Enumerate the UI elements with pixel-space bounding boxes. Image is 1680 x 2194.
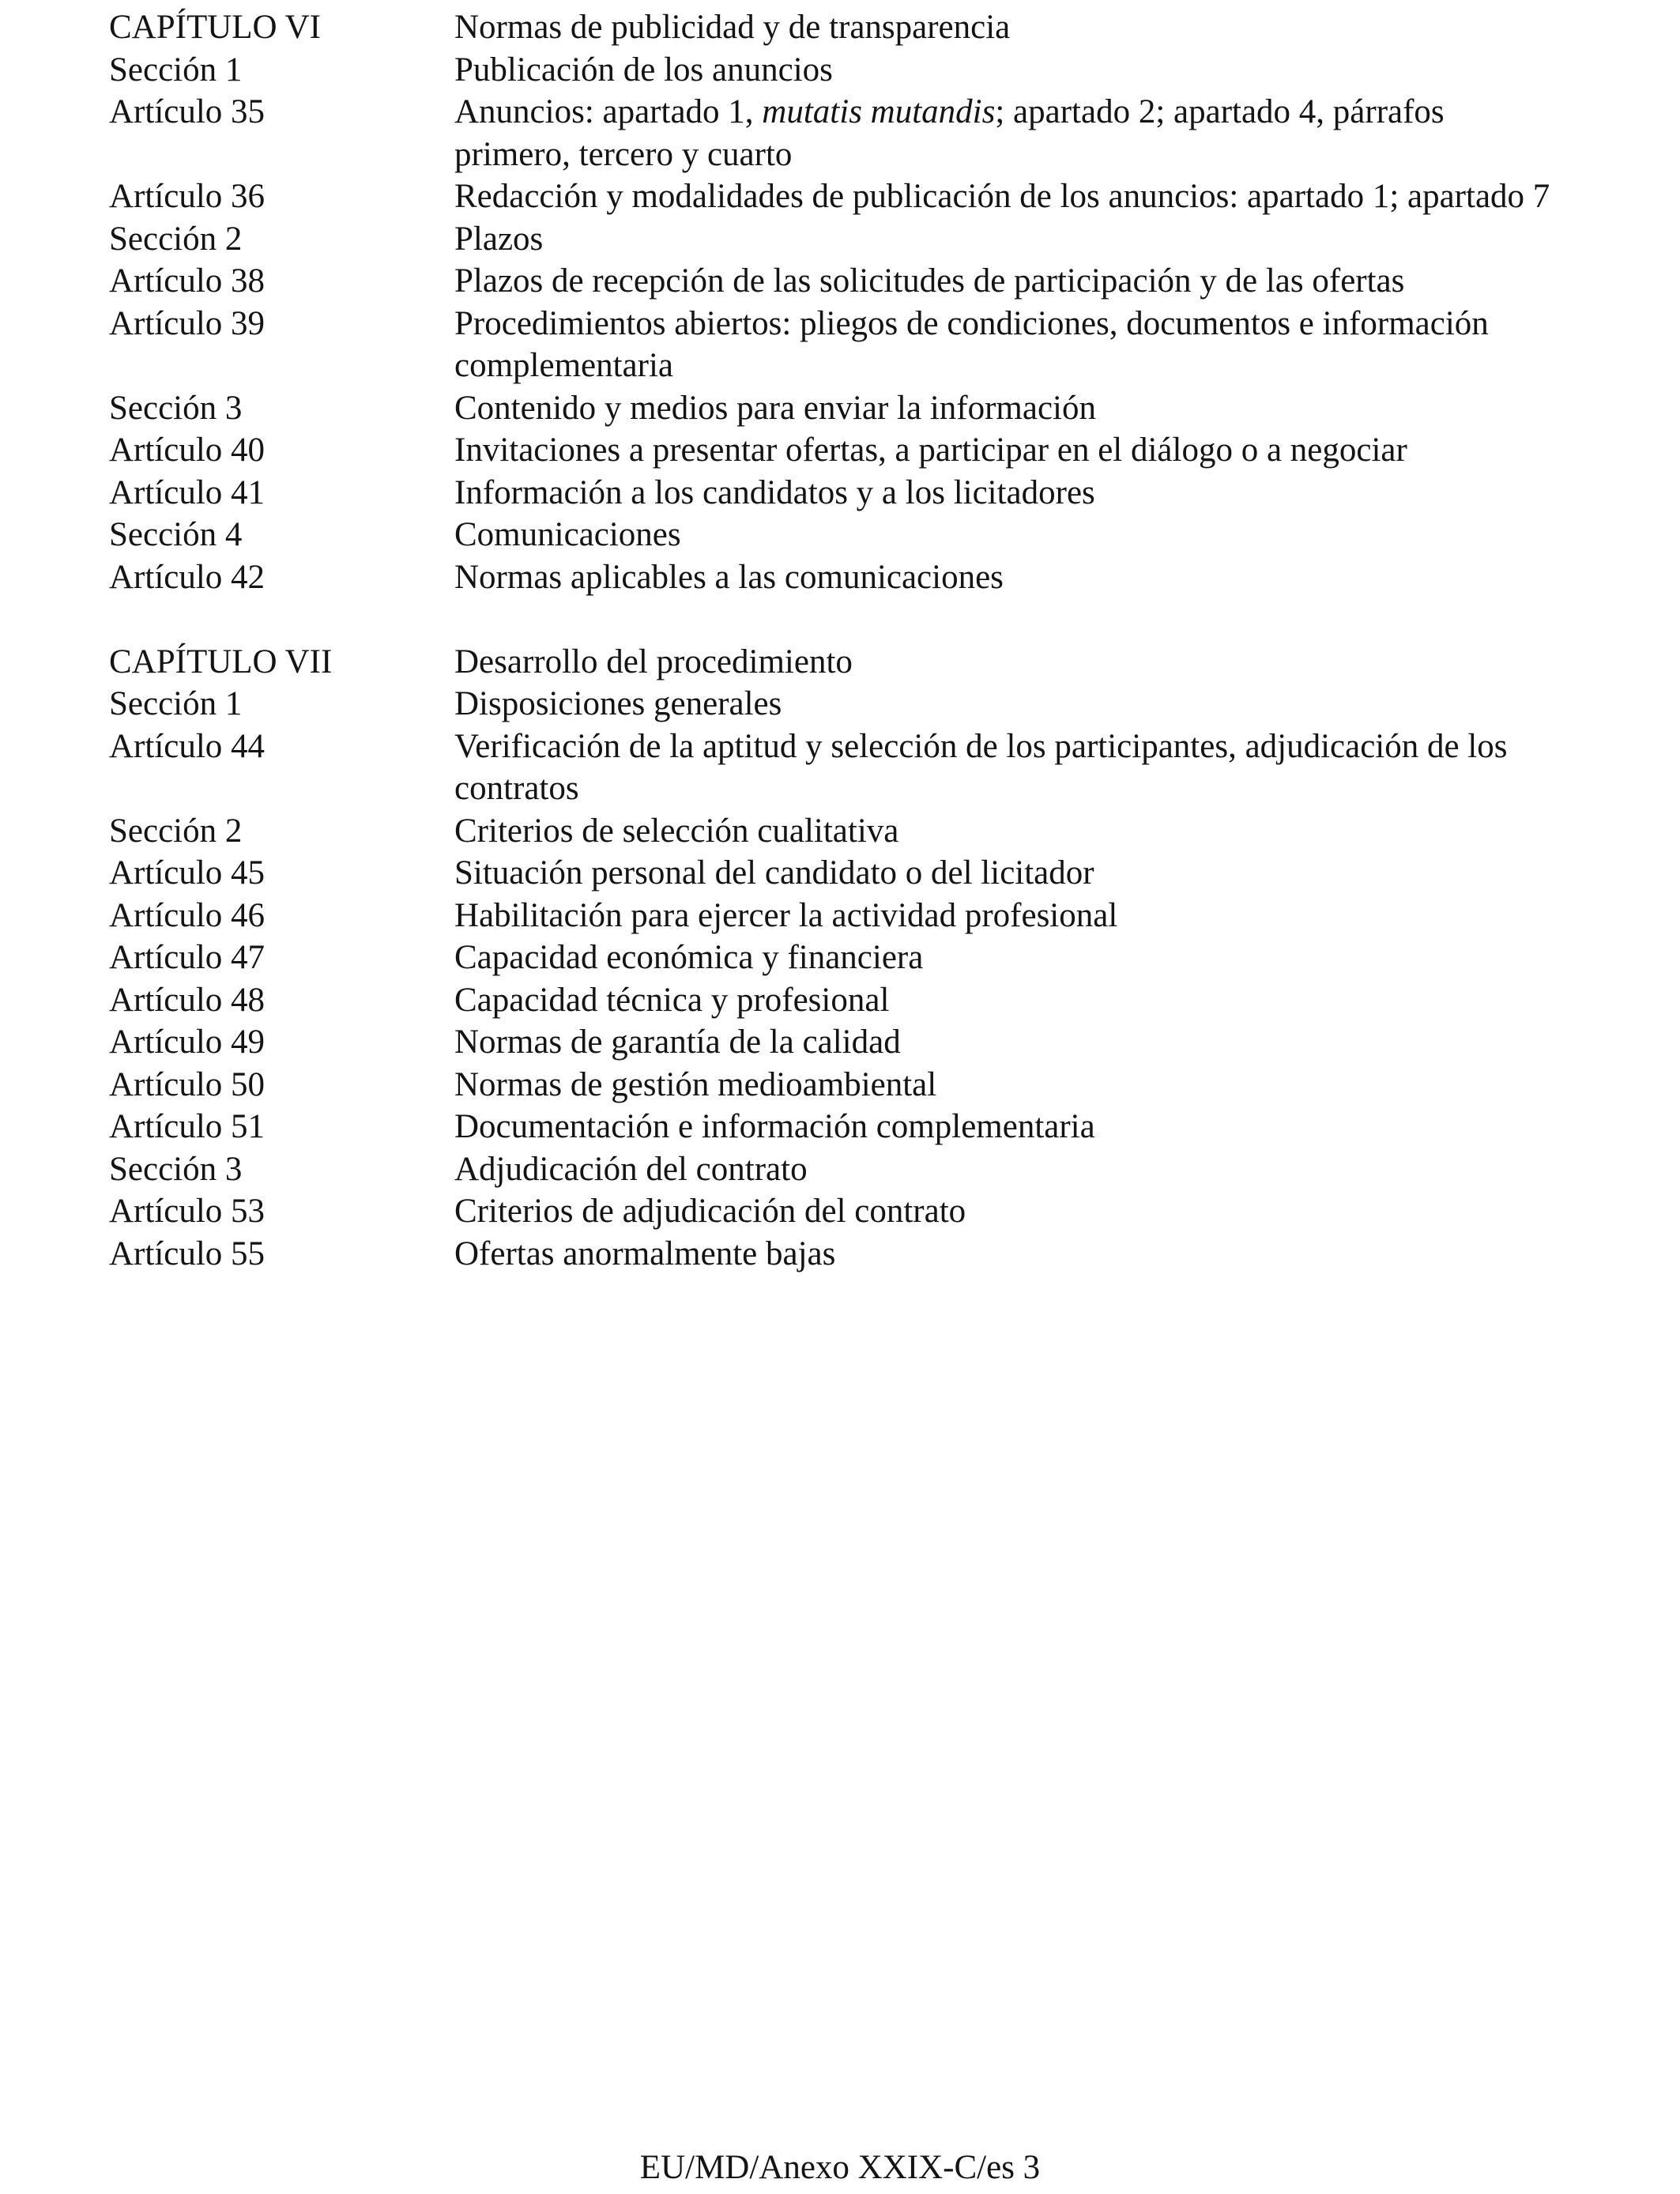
toc-row (109, 937, 1595, 979)
section-label: Sección 1 (109, 685, 243, 722)
article-label: Artículo 36 (109, 178, 266, 215)
toc-row (109, 1148, 1595, 1191)
article-title: Capacidad técnica y profesional (454, 981, 890, 1019)
toc-row (109, 556, 1595, 599)
toc-row (109, 91, 1595, 175)
toc-row (109, 852, 1595, 895)
article-label: Artículo 40 (109, 432, 266, 469)
chapter-heading-row (109, 6, 1595, 49)
article-title: Información a los candidatos y a los licitadores (454, 473, 1095, 511)
article-title: Documentación e información complementaria (454, 1108, 1095, 1145)
toc-row (109, 260, 1595, 303)
page-footer-reference: EU/MD/Anexo XXIX-C/es 3 (639, 2149, 1041, 2186)
article-title-italic: mutatis mutandis (762, 93, 996, 130)
toc-row (109, 218, 1595, 261)
section-label: Sección 2 (109, 812, 243, 850)
article-title: Habilitación para ejercer la actividad profesional (454, 896, 1118, 934)
article-title: Capacidad económica y financiera (454, 939, 924, 976)
toc-row (109, 810, 1595, 853)
chapter-label: CAPÍTULO VI (109, 9, 321, 46)
article-title: Situación personal del candidato o del licitador (454, 854, 1094, 892)
toc-row (109, 895, 1595, 937)
toc-row (109, 49, 1595, 92)
article-title (454, 91, 1569, 175)
article-label: Artículo 38 (109, 262, 266, 300)
toc-row (109, 683, 1595, 726)
toc-row (109, 1064, 1595, 1106)
article-label: Artículo 55 (109, 1235, 266, 1272)
section-title: Disposiciones generales (454, 685, 782, 722)
toc-row (109, 726, 1595, 810)
section-title: Criterios de selección cualitativa (454, 812, 899, 850)
article-title-text: Anuncios: apartado 1, (454, 93, 763, 130)
article-title: Plazos de recepción de las solicitudes de participación y de las ofertas (454, 262, 1405, 300)
section-label: Sección 3 (109, 1150, 243, 1188)
section-label: Sección 3 (109, 389, 243, 427)
article-label: Artículo 35 (109, 93, 266, 130)
section-label: Sección 1 (109, 51, 243, 89)
toc-row (109, 303, 1595, 387)
article-label: Artículo 53 (109, 1193, 266, 1230)
article-label: Artículo 45 (109, 854, 266, 892)
section-title: Plazos (454, 220, 544, 258)
section-title: Publicación de los anuncios (454, 51, 833, 89)
article-label: Artículo 39 (109, 304, 266, 342)
article-title: Verificación de la aptitud y selección de los participantes, adjudicación de los contratos (454, 727, 1508, 807)
section-label: Sección 4 (109, 516, 243, 553)
chapter-label: CAPÍTULO VII (109, 643, 333, 680)
toc-row (109, 1190, 1595, 1233)
article-title: Ofertas anormalmente bajas (454, 1235, 836, 1272)
article-label: Artículo 48 (109, 981, 266, 1019)
section-label: Sección 2 (109, 220, 243, 258)
article-label: Artículo 47 (109, 939, 266, 976)
article-title: Normas aplicables a las comunicaciones (454, 558, 1004, 596)
toc-row (109, 1021, 1595, 1064)
article-title: Invitaciones a presentar ofertas, a participar en el diálogo o a negociar (454, 432, 1407, 469)
article-title: Criterios de adjudicación del contrato (454, 1193, 966, 1230)
chapter-title: Desarrollo del procedimiento (454, 643, 853, 680)
toc-row (109, 979, 1595, 1022)
article-title-text: ; apartado 2; apartado 4, párrafos primero, tercero y cuarto (454, 93, 1445, 173)
article-label: Artículo 49 (109, 1023, 266, 1061)
toc-row (109, 1233, 1595, 1276)
article-title: Normas de gestión medioambiental (454, 1065, 937, 1103)
article-label: Artículo 51 (109, 1108, 266, 1145)
article-label: Artículo 42 (109, 558, 266, 596)
section-title: Adjudicación del contrato (454, 1150, 808, 1188)
article-label: Artículo 46 (109, 896, 266, 934)
toc-row (109, 472, 1595, 515)
table-of-contents (109, 6, 1595, 1275)
article-title: Procedimientos abiertos: pliegos de condiciones, documentos e información complementaria (454, 304, 1489, 384)
article-title: Redacción y modalidades de publicación de los anuncios: apartado 1; apartado 7 (454, 178, 1550, 215)
toc-row (109, 1106, 1595, 1148)
section-title: Contenido y medios para enviar la información (454, 389, 1096, 427)
chapter-title: Normas de publicidad y de transparencia (454, 9, 1011, 46)
article-title: Normas de garantía de la calidad (454, 1023, 901, 1061)
article-label: Artículo 44 (109, 727, 266, 765)
toc-row (109, 387, 1595, 430)
toc-row (109, 514, 1595, 556)
chapter-heading-row (109, 641, 1595, 684)
toc-row (109, 175, 1595, 218)
article-label: Artículo 50 (109, 1065, 266, 1103)
article-label: Artículo 41 (109, 473, 266, 511)
toc-row (109, 429, 1595, 472)
section-title: Comunicaciones (454, 516, 681, 553)
